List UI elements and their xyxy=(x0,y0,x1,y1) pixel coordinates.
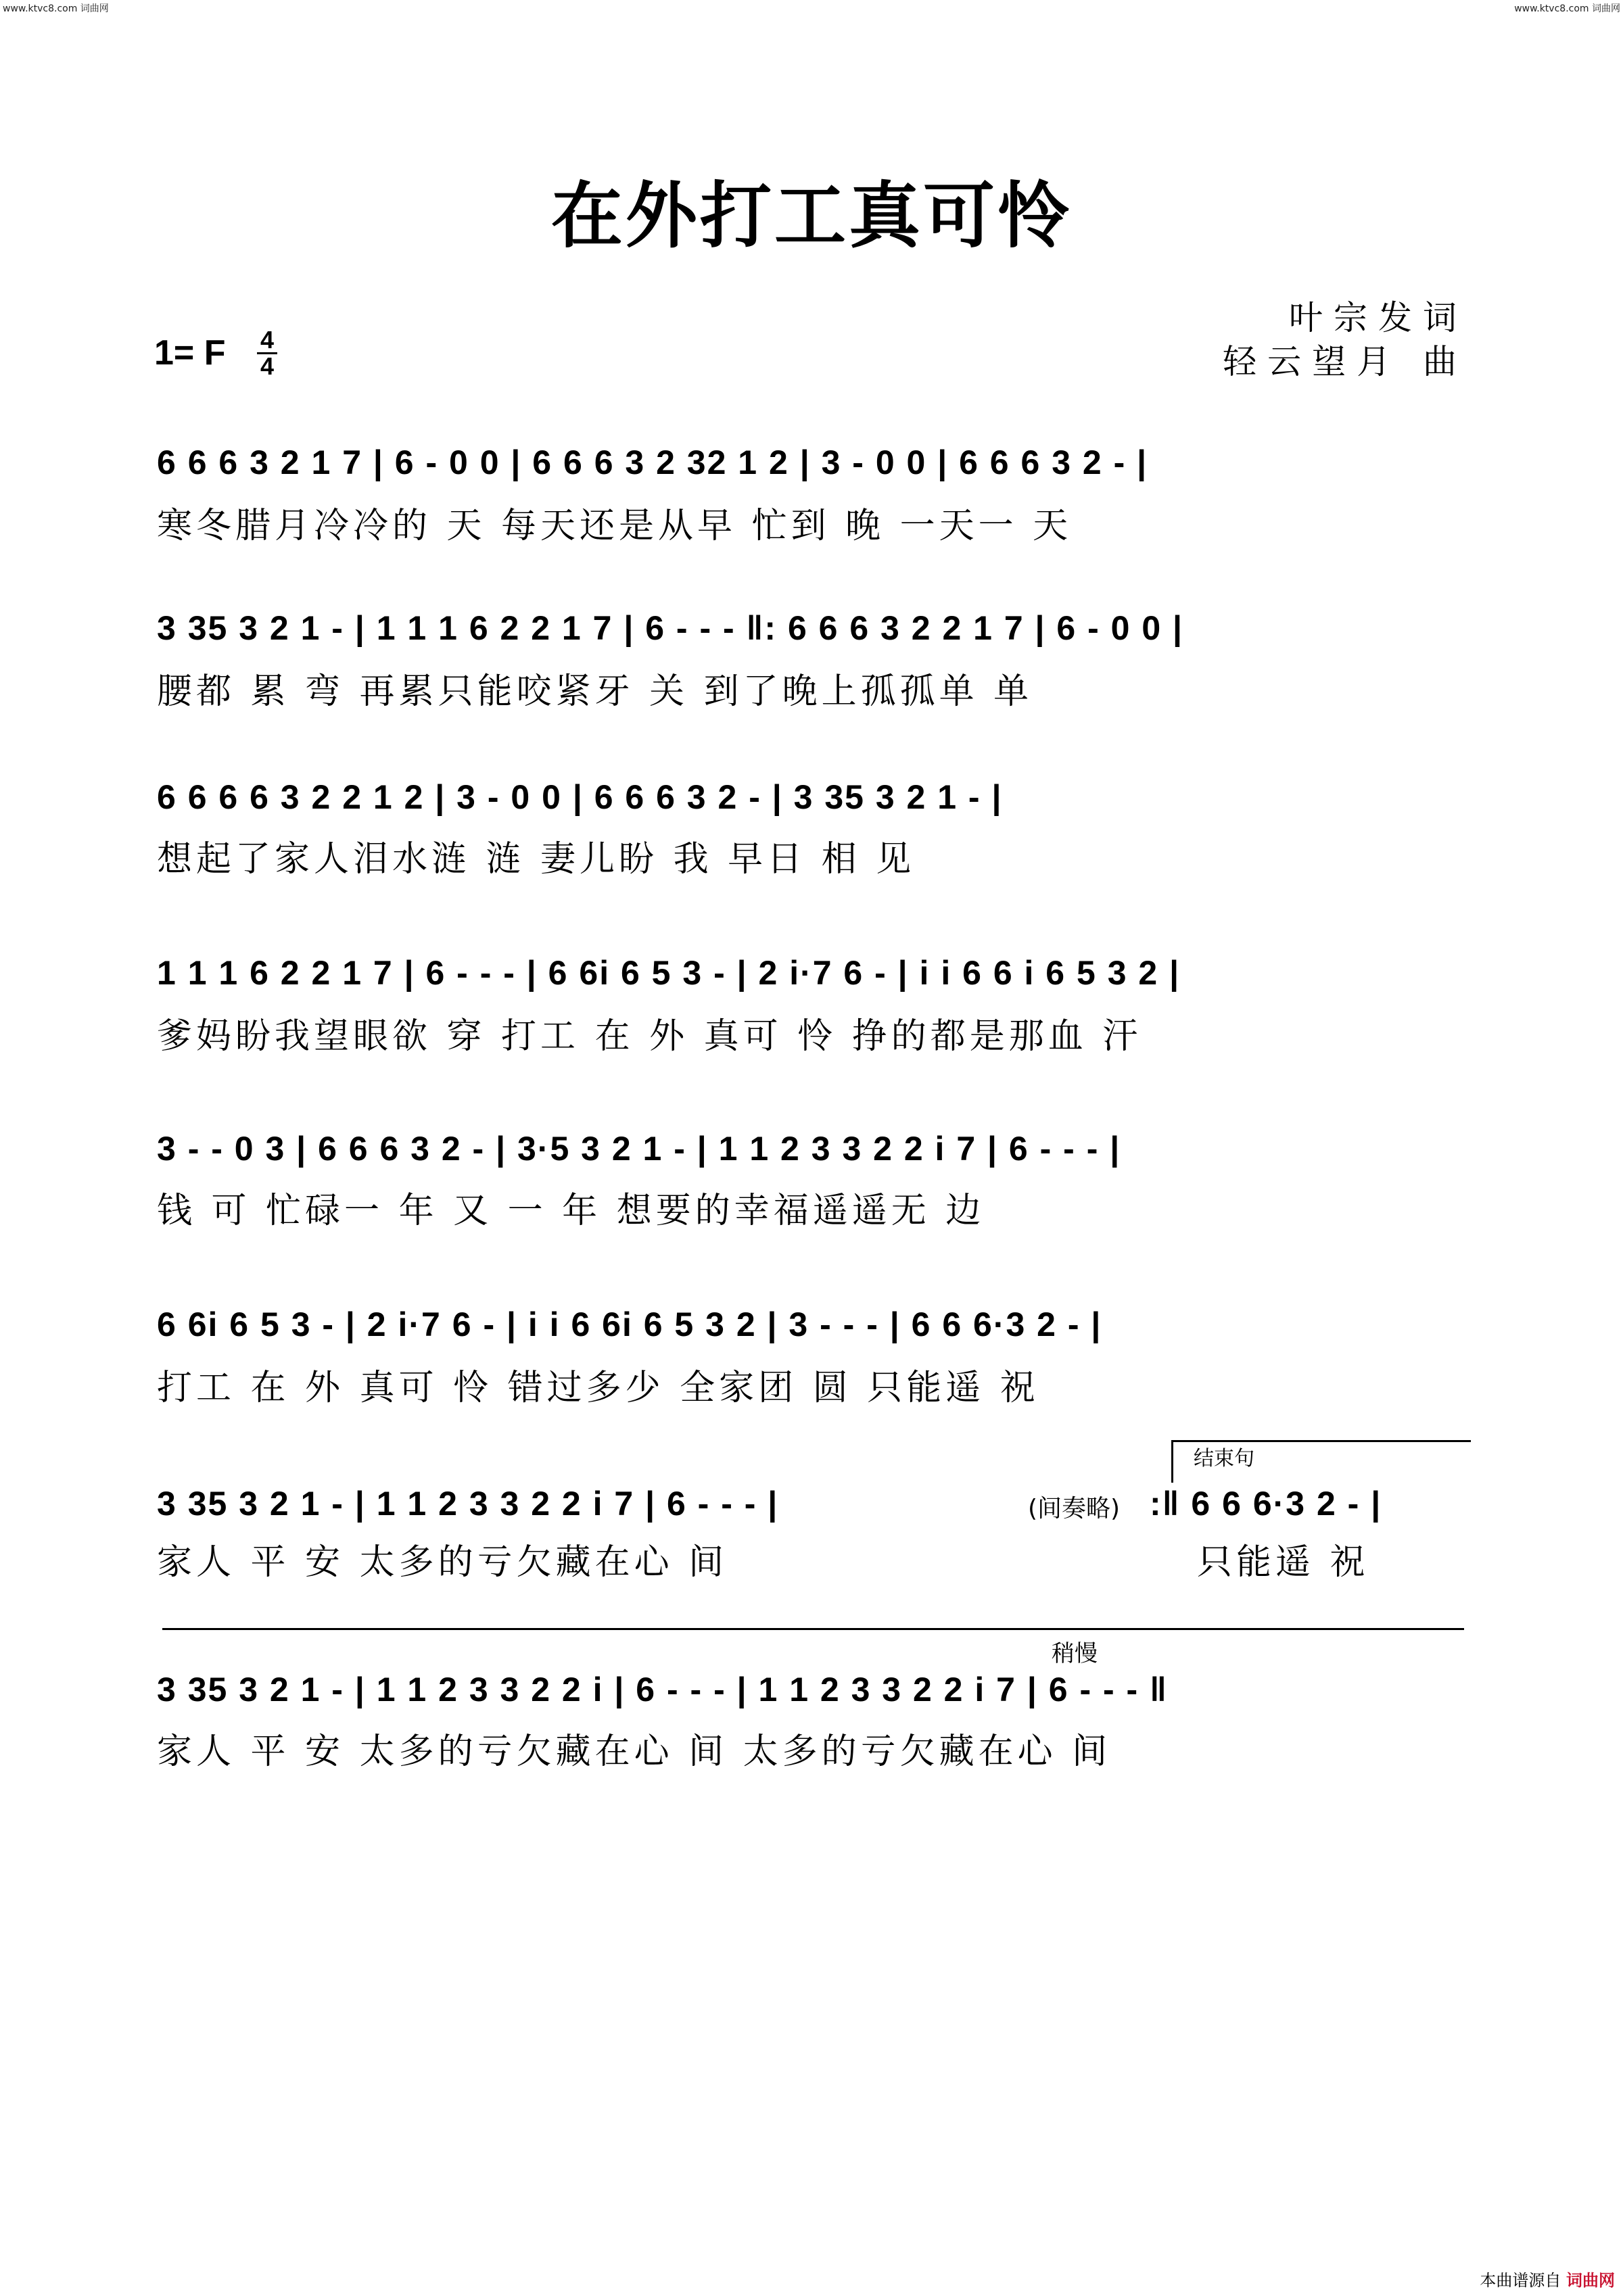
interlude-label: (间奏略) xyxy=(1028,1495,1121,1523)
notation-row-5: 3 - - 0 3 | 6 6 6 3 2 - | 3·5 3 2 1 - | 1 1 2 3 3 2 2 i 7 | 6 - - - | xyxy=(157,1130,1121,1168)
lyric-row-2: 腰都 累 弯 再累只能咬紧牙 关 到了晚上孤孤单 单 xyxy=(157,671,1033,712)
lyric-row-4: 爹妈盼我望眼欲 穿 打工 在 外 真可 怜 挣的都是那血 汗 xyxy=(157,1016,1142,1057)
lyric-row-1: 寒冬腊月冷冷的 天 每天还是从早 忙到 晚 一天一 天 xyxy=(157,506,1073,546)
final-bracket-line xyxy=(162,1628,1464,1630)
lyric-row-7-ending: 只能遥 祝 xyxy=(1197,1542,1369,1583)
lyric-row-3: 想起了家人泪水涟 涟 妻儿盼 我 早日 相 见 xyxy=(157,839,916,880)
notation-row-6: 6 6i 6 5 3 - | 2 i·7 6 - | i i 6 6i 6 5 3 2 | 3 - - - | 6 6 6·3 2 - | xyxy=(157,1306,1102,1343)
notation-row-1: 6 6 6 3 2 1 7 | 6 - 0 0 | 6 6 6 3 2 32 1 2 | 3 - 0 0 | 6 6 6 3 2 - | xyxy=(157,444,1148,481)
time-signature xyxy=(257,326,277,380)
lyric-row-5: 钱 可 忙碌一 年 又 一 年 想要的幸福遥遥无 边 xyxy=(157,1191,985,1231)
notation-row-8: 3 35 3 2 1 - | 1 1 2 3 3 2 2 i | 6 - - - | 1 1 2 3 3 2 2 i 7 | 6 - - - ‖ xyxy=(157,1671,1168,1708)
footer xyxy=(1480,2267,1615,2291)
notation-row-7-ending: :‖ 6 6 6·3 2 - | xyxy=(1150,1485,1382,1523)
lyric-row-7: 家人 平 安 太多的亏欠藏在心 间 xyxy=(157,1542,728,1583)
composer-credit: 轻云望月 曲 xyxy=(1223,342,1467,381)
notation-row-2: 3 35 3 2 1 - | 1 1 1 6 2 2 1 7 | 6 - - - ‖: 6 6 6 3 2 2 1 7 | 6 - 0 0 | xyxy=(157,609,1184,647)
ending-label: 结束句 xyxy=(1194,1447,1254,1470)
header-url-left: www.ktvc8.com 词曲网 xyxy=(3,3,109,14)
lyric-row-8: 家人 平 安 太多的亏欠藏在心 间 太多的亏欠藏在心 间 xyxy=(157,1731,1112,1772)
time-numerator: 4 xyxy=(260,326,275,354)
lyric-row-6: 打工 在 外 真可 怜 错过多少 全家团 圆 只能遥 祝 xyxy=(157,1368,1039,1408)
notation-row-4: 1 1 1 6 2 2 1 7 | 6 - - - | 6 6i 6 5 3 - | 2 i·7 6 - | i i 6 6 i 6 5 3 2 | xyxy=(157,954,1181,992)
time-denominator: 4 xyxy=(260,352,275,380)
tempo-mark: 稍慢 xyxy=(1052,1640,1098,1667)
notation-row-3: 6 6 6 6 3 2 2 1 2 | 3 - 0 0 | 6 6 6 3 2 - | 3 35 3 2 1 - | xyxy=(157,778,1003,816)
key-signature: 1= F xyxy=(154,333,226,373)
notation-row-7: 3 35 3 2 1 - | 1 1 2 3 3 2 2 i 7 | 6 - - - | xyxy=(157,1485,779,1523)
footer-text: 本曲谱源自 xyxy=(1480,2271,1561,2290)
header-url-right: www.ktvc8.com 词曲网 xyxy=(1514,3,1620,14)
song-title: 在外打工真可怜 xyxy=(551,173,1072,258)
lyricist-credit: 叶宗发词 xyxy=(1289,298,1467,337)
footer-brand[interactable]: 词曲网 xyxy=(1566,2271,1615,2290)
